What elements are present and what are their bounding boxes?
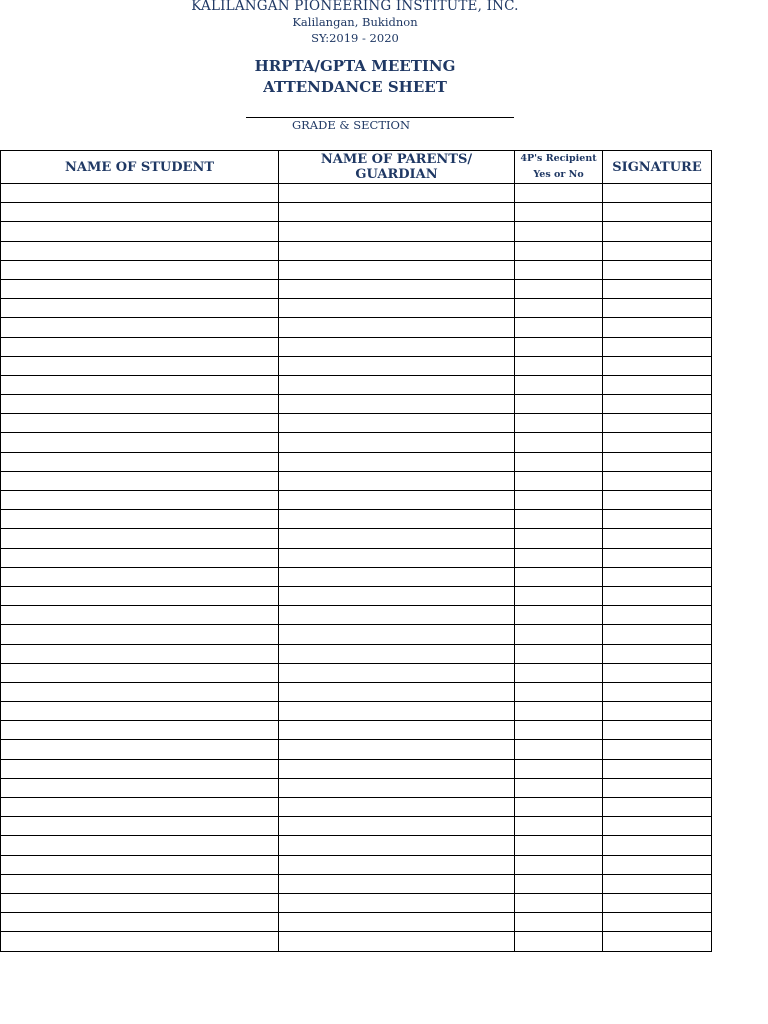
signature-cell[interactable] <box>603 567 712 586</box>
parent-guardian-cell[interactable] <box>279 452 515 471</box>
student-name-cell[interactable] <box>1 414 279 433</box>
student-name-cell[interactable] <box>1 375 279 394</box>
signature-cell[interactable] <box>603 663 712 682</box>
signature-cell[interactable] <box>603 529 712 548</box>
4ps-recipient-cell[interactable] <box>515 817 603 836</box>
student-name-cell[interactable] <box>1 395 279 414</box>
signature-cell[interactable] <box>603 203 712 222</box>
parent-guardian-cell[interactable] <box>279 759 515 778</box>
student-name-cell[interactable] <box>1 836 279 855</box>
table-row <box>1 798 712 817</box>
parent-guardian-cell[interactable] <box>279 510 515 529</box>
4ps-recipient-cell[interactable] <box>515 279 603 298</box>
parent-guardian-cell[interactable] <box>279 702 515 721</box>
4ps-recipient-cell[interactable] <box>515 740 603 759</box>
4ps-recipient-cell[interactable] <box>515 433 603 452</box>
parent-guardian-cell[interactable] <box>279 644 515 663</box>
parent-guardian-cell[interactable] <box>279 241 515 260</box>
table-row <box>1 932 712 951</box>
signature-cell[interactable] <box>603 740 712 759</box>
student-name-cell[interactable] <box>1 702 279 721</box>
table-row <box>1 893 712 912</box>
signature-cell[interactable] <box>603 721 712 740</box>
student-name-cell[interactable] <box>1 260 279 279</box>
4ps-recipient-cell[interactable] <box>515 260 603 279</box>
4ps-recipient-cell[interactable] <box>515 375 603 394</box>
parent-guardian-cell[interactable] <box>279 222 515 241</box>
table-row <box>1 433 712 452</box>
student-name-cell[interactable] <box>1 644 279 663</box>
header-4ps-recipient <box>515 151 603 184</box>
table-header-row <box>1 151 712 184</box>
header-signature <box>603 151 712 184</box>
student-name-cell[interactable] <box>1 759 279 778</box>
parent-guardian-cell[interactable] <box>279 318 515 337</box>
signature-cell[interactable] <box>603 510 712 529</box>
4ps-recipient-cell[interactable] <box>515 414 603 433</box>
table-row <box>1 625 712 644</box>
table-row <box>1 395 712 414</box>
4ps-recipient-cell[interactable] <box>515 356 603 375</box>
student-name-cell[interactable] <box>1 433 279 452</box>
parent-guardian-cell[interactable] <box>279 798 515 817</box>
table-row <box>1 318 712 337</box>
student-name-cell[interactable] <box>1 337 279 356</box>
parent-guardian-cell[interactable] <box>279 471 515 490</box>
signature-cell[interactable] <box>603 778 712 797</box>
table-row <box>1 759 712 778</box>
signature-cell[interactable] <box>603 836 712 855</box>
parent-guardian-cell[interactable] <box>279 567 515 586</box>
student-name-cell[interactable] <box>1 663 279 682</box>
signature-cell[interactable] <box>603 644 712 663</box>
header-parents-line2: GUARDIAN <box>355 167 438 182</box>
4ps-recipient-cell[interactable] <box>515 471 603 490</box>
parent-guardian-cell[interactable] <box>279 913 515 932</box>
signature-cell[interactable] <box>603 759 712 778</box>
parent-guardian-cell[interactable] <box>279 893 515 912</box>
4ps-recipient-cell[interactable] <box>515 586 603 605</box>
student-name-cell[interactable] <box>1 318 279 337</box>
4ps-recipient-cell[interactable] <box>515 682 603 701</box>
table-row <box>1 606 712 625</box>
4ps-recipient-cell[interactable] <box>515 203 603 222</box>
header-4ps-line2: Yes or No <box>533 169 584 180</box>
signature-cell[interactable] <box>603 625 712 644</box>
header-signature-text: SIGNATURE <box>612 159 702 175</box>
signature-cell[interactable] <box>603 452 712 471</box>
4ps-recipient-cell[interactable] <box>515 721 603 740</box>
student-name-cell[interactable] <box>1 932 279 951</box>
table-row <box>1 548 712 567</box>
4ps-recipient-cell[interactable] <box>515 836 603 855</box>
signature-cell[interactable] <box>603 299 712 318</box>
student-name-cell[interactable] <box>1 778 279 797</box>
signature-cell[interactable] <box>603 874 712 893</box>
table-row <box>1 836 712 855</box>
table-row <box>1 817 712 836</box>
parent-guardian-cell[interactable] <box>279 778 515 797</box>
student-name-cell[interactable] <box>1 279 279 298</box>
signature-cell[interactable] <box>603 932 712 951</box>
table-row <box>1 663 712 682</box>
signature-cell[interactable] <box>603 184 712 203</box>
4ps-recipient-cell[interactable] <box>515 241 603 260</box>
parent-guardian-cell[interactable] <box>279 356 515 375</box>
student-name-cell[interactable] <box>1 491 279 510</box>
signature-cell[interactable] <box>603 548 712 567</box>
4ps-recipient-cell[interactable] <box>515 625 603 644</box>
4ps-recipient-cell[interactable] <box>515 491 603 510</box>
parent-guardian-cell[interactable] <box>279 874 515 893</box>
header-name-of-student <box>1 151 279 184</box>
header-4ps-line1: 4P's Recipient <box>520 153 597 164</box>
student-name-cell[interactable] <box>1 529 279 548</box>
parent-guardian-cell[interactable] <box>279 855 515 874</box>
4ps-recipient-cell[interactable] <box>515 529 603 548</box>
signature-cell[interactable] <box>603 433 712 452</box>
4ps-recipient-cell[interactable] <box>515 778 603 797</box>
signature-cell[interactable] <box>603 586 712 605</box>
student-name-cell[interactable] <box>1 452 279 471</box>
table-row <box>1 702 712 721</box>
parent-guardian-cell[interactable] <box>279 491 515 510</box>
4ps-recipient-cell[interactable] <box>515 567 603 586</box>
signature-cell[interactable] <box>603 414 712 433</box>
signature-cell[interactable] <box>603 241 712 260</box>
parent-guardian-cell[interactable] <box>279 586 515 605</box>
signature-cell[interactable] <box>603 817 712 836</box>
parent-guardian-cell[interactable] <box>279 184 515 203</box>
sheet-title-line1: HRPTA/GPTA MEETING <box>254 57 456 75</box>
table-row <box>1 260 712 279</box>
student-name-cell[interactable] <box>1 893 279 912</box>
signature-cell[interactable] <box>603 491 712 510</box>
signature-cell[interactable] <box>603 395 712 414</box>
parent-guardian-cell[interactable] <box>279 625 515 644</box>
parent-guardian-cell[interactable] <box>279 836 515 855</box>
school-address: Kalilangan, Bukidnon <box>292 15 418 29</box>
student-name-cell[interactable] <box>1 798 279 817</box>
signature-cell[interactable] <box>603 471 712 490</box>
table-row <box>1 203 712 222</box>
student-name-cell[interactable] <box>1 817 279 836</box>
4ps-recipient-cell[interactable] <box>515 606 603 625</box>
parent-guardian-cell[interactable] <box>279 395 515 414</box>
4ps-recipient-cell[interactable] <box>515 874 603 893</box>
4ps-recipient-cell[interactable] <box>515 798 603 817</box>
table-row <box>1 874 712 893</box>
parent-guardian-cell[interactable] <box>279 279 515 298</box>
student-name-cell[interactable] <box>1 855 279 874</box>
4ps-recipient-cell[interactable] <box>515 663 603 682</box>
table-row <box>1 510 712 529</box>
school-year: SY:2019 - 2020 <box>311 31 399 45</box>
parent-guardian-cell[interactable] <box>279 606 515 625</box>
4ps-recipient-cell[interactable] <box>515 644 603 663</box>
table-row <box>1 529 712 548</box>
sheet-title-line2: ATTENDANCE SHEET <box>263 78 447 96</box>
table-row <box>1 567 712 586</box>
table-row <box>1 778 712 797</box>
parent-guardian-cell[interactable] <box>279 337 515 356</box>
4ps-recipient-cell[interactable] <box>515 452 603 471</box>
student-name-cell[interactable] <box>1 740 279 759</box>
table-row <box>1 356 712 375</box>
parent-guardian-cell[interactable] <box>279 433 515 452</box>
student-name-cell[interactable] <box>1 625 279 644</box>
student-name-cell[interactable] <box>1 510 279 529</box>
student-name-cell[interactable] <box>1 222 279 241</box>
student-name-cell[interactable] <box>1 356 279 375</box>
4ps-recipient-cell[interactable] <box>515 702 603 721</box>
4ps-recipient-cell[interactable] <box>515 548 603 567</box>
attendance-rows <box>1 184 712 952</box>
table-row <box>1 241 712 260</box>
parent-guardian-cell[interactable] <box>279 299 515 318</box>
student-name-cell[interactable] <box>1 299 279 318</box>
table-row <box>1 222 712 241</box>
student-name-cell[interactable] <box>1 471 279 490</box>
table-row <box>1 682 712 701</box>
4ps-recipient-cell[interactable] <box>515 184 603 203</box>
header-name-of-parents-guardian <box>279 151 515 184</box>
student-name-cell[interactable] <box>1 184 279 203</box>
table-row <box>1 279 712 298</box>
parent-guardian-cell[interactable] <box>279 529 515 548</box>
4ps-recipient-cell[interactable] <box>515 510 603 529</box>
signature-cell[interactable] <box>603 260 712 279</box>
signature-cell[interactable] <box>603 893 712 912</box>
table-row <box>1 913 712 932</box>
table-row <box>1 337 712 356</box>
4ps-recipient-cell[interactable] <box>515 318 603 337</box>
student-name-cell[interactable] <box>1 203 279 222</box>
student-name-cell[interactable] <box>1 548 279 567</box>
student-name-cell[interactable] <box>1 913 279 932</box>
signature-cell[interactable] <box>603 702 712 721</box>
4ps-recipient-cell[interactable] <box>515 759 603 778</box>
header-name-of-student-text: NAME OF STUDENT <box>64 159 214 175</box>
4ps-recipient-cell[interactable] <box>515 299 603 318</box>
signature-cell[interactable] <box>603 913 712 932</box>
4ps-recipient-cell[interactable] <box>515 337 603 356</box>
attendance-table <box>0 150 712 952</box>
parent-guardian-cell[interactable] <box>279 682 515 701</box>
signature-cell[interactable] <box>603 279 712 298</box>
parent-guardian-cell[interactable] <box>279 414 515 433</box>
grade-section-label: GRADE & SECTION <box>291 118 411 132</box>
student-name-cell[interactable] <box>1 874 279 893</box>
table-row <box>1 491 712 510</box>
school-name: KALILANGAN PIONEERING INSTITUTE, INC. <box>191 0 519 14</box>
table-row <box>1 452 712 471</box>
student-name-cell[interactable] <box>1 241 279 260</box>
parent-guardian-cell[interactable] <box>279 817 515 836</box>
table-row <box>1 184 712 203</box>
4ps-recipient-cell[interactable] <box>515 855 603 874</box>
student-name-cell[interactable] <box>1 567 279 586</box>
table-row <box>1 375 712 394</box>
4ps-recipient-cell[interactable] <box>515 222 603 241</box>
parent-guardian-cell[interactable] <box>279 375 515 394</box>
signature-cell[interactable] <box>603 222 712 241</box>
signature-cell[interactable] <box>603 798 712 817</box>
signature-cell[interactable] <box>603 682 712 701</box>
parent-guardian-cell[interactable] <box>279 663 515 682</box>
signature-cell[interactable] <box>603 318 712 337</box>
table-row <box>1 471 712 490</box>
parent-guardian-cell[interactable] <box>279 740 515 759</box>
signature-cell[interactable] <box>603 606 712 625</box>
4ps-recipient-cell[interactable] <box>515 395 603 414</box>
table-row <box>1 721 712 740</box>
student-name-cell[interactable] <box>1 586 279 605</box>
table-row <box>1 855 712 874</box>
student-name-cell[interactable] <box>1 721 279 740</box>
header-parents-line1: NAME OF PARENTS/ <box>320 152 473 167</box>
parent-guardian-cell[interactable] <box>279 932 515 951</box>
signature-cell[interactable] <box>603 375 712 394</box>
table-row <box>1 586 712 605</box>
student-name-cell[interactable] <box>1 606 279 625</box>
parent-guardian-cell[interactable] <box>279 721 515 740</box>
table-row <box>1 644 712 663</box>
table-row <box>1 414 712 433</box>
table-row <box>1 740 712 759</box>
signature-cell[interactable] <box>603 855 712 874</box>
parent-guardian-cell[interactable] <box>279 548 515 567</box>
parent-guardian-cell[interactable] <box>279 203 515 222</box>
4ps-recipient-cell[interactable] <box>515 913 603 932</box>
4ps-recipient-cell[interactable] <box>515 893 603 912</box>
4ps-recipient-cell[interactable] <box>515 932 603 951</box>
student-name-cell[interactable] <box>1 682 279 701</box>
signature-cell[interactable] <box>603 337 712 356</box>
parent-guardian-cell[interactable] <box>279 260 515 279</box>
signature-cell[interactable] <box>603 356 712 375</box>
table-row <box>1 299 712 318</box>
